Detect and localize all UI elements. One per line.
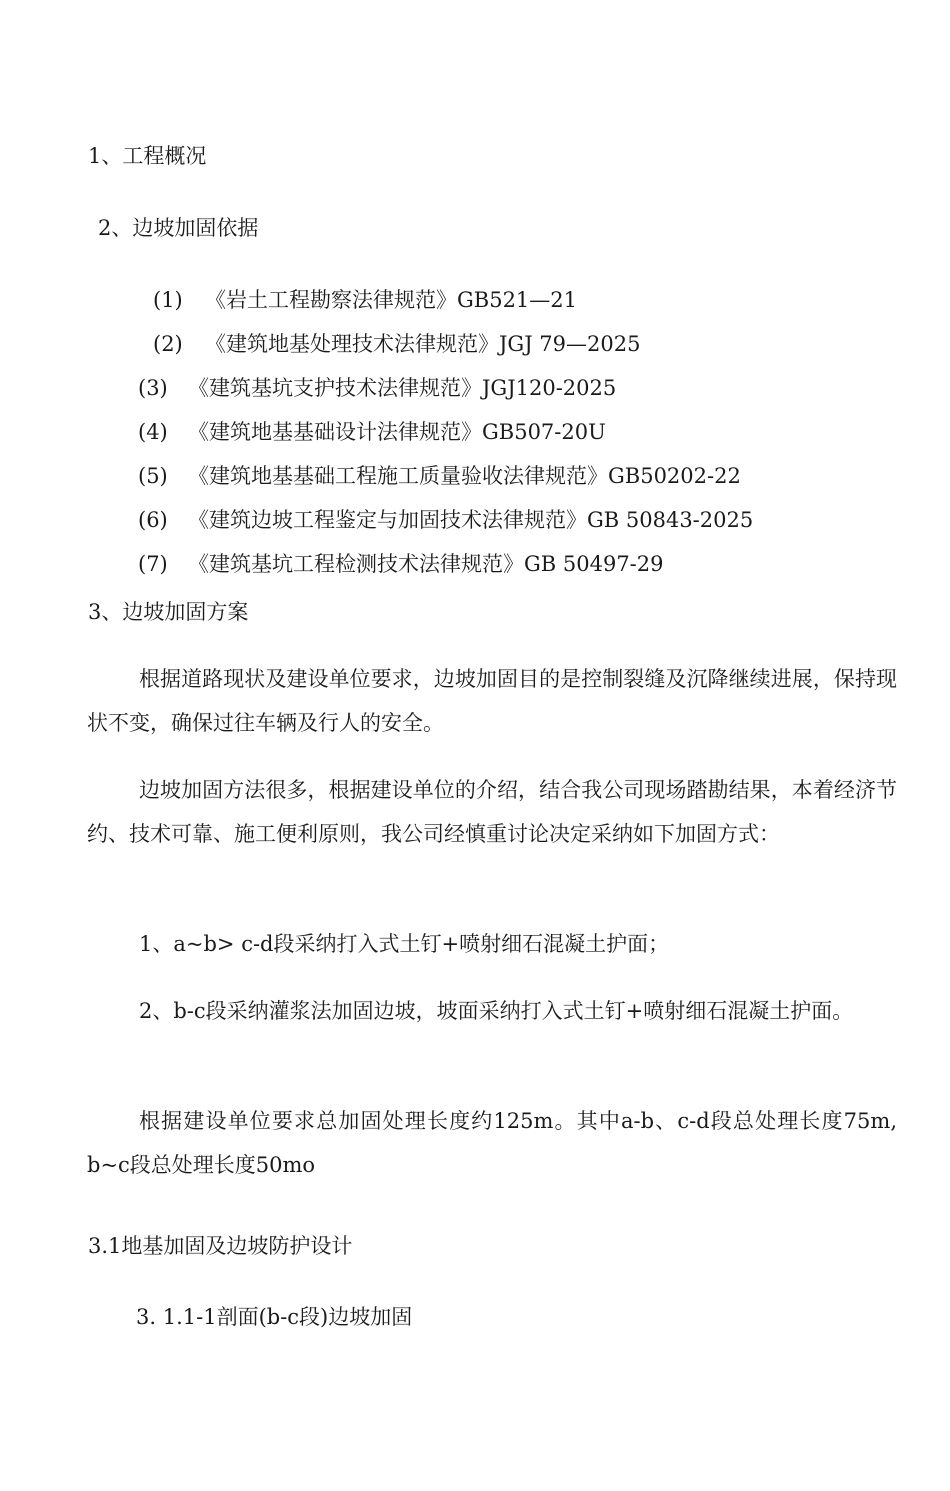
- reference-text: 《建筑地基基础设计法律规范》GB507-20U: [188, 420, 606, 444]
- reference-text: 《建筑地基基础工程施工质量验收法律规范》GB50202-22: [188, 464, 741, 488]
- section-title-plan: 3、边坡加固方案: [88, 600, 249, 624]
- reference-item: [153, 329, 640, 359]
- reference-item: [138, 373, 616, 403]
- section-title-overview: 1、工程概况: [88, 144, 207, 168]
- reference-item: [138, 417, 606, 447]
- section-title-basis: 2、边坡加固依据: [98, 216, 259, 240]
- paragraph-length: 根据建设单位要求总加固处理长度约125m。其中a-b、c-d段总处理长度75m, b~c段总处理长度50mo: [87, 1109, 897, 1177]
- reference-text: 《建筑边坡工程鉴定与加固技术法律规范》GB 50843-2025: [188, 508, 754, 532]
- reference-text: 《建筑基坑工程检测技术法律规范》GB 50497-29: [188, 552, 664, 576]
- list-item-segment-bc: 2、b-c段采纳灌浆法加固边坡，坡面采纳打入式土钉+喷射细石混凝土护面。: [139, 999, 854, 1023]
- reference-item: [153, 285, 577, 315]
- reference-number: (3): [138, 376, 168, 400]
- reference-text: 《建筑基坑支护技术法律规范》JGJ120-2025: [188, 376, 617, 400]
- reference-item: [138, 505, 753, 535]
- reference-number: (2): [153, 332, 183, 356]
- reference-number: (6): [138, 508, 168, 532]
- reference-number: (7): [138, 552, 168, 576]
- subsection-title-profile: 3. 1.1-1剖面(b-c段)边坡加固: [136, 1305, 413, 1329]
- reference-number: (1): [153, 288, 183, 312]
- reference-item: [138, 461, 741, 491]
- reference-number: (4): [138, 420, 168, 444]
- list-item-segments-ab-cd: 1、a~b> c-d段采纳打入式土钉+喷射细石混凝土护面；: [139, 932, 670, 956]
- reference-number: (5): [138, 464, 168, 488]
- reference-item: [138, 549, 664, 579]
- subsection-title-design: 3.1地基加固及边坡防护设计: [88, 1234, 353, 1258]
- paragraph-method: 边坡加固方法很多，根据建设单位的介绍，结合我公司现场踏勘结果，本着经济节约、技术可靠、施工便利原则，我公司经慎重讨论决定采纳如下加固方式：: [87, 778, 897, 846]
- reference-text: 《建筑地基处理技术法律规范》JGJ 79—2025: [205, 332, 641, 356]
- reference-text: 《岩土工程勘察法律规范》GB521—21: [205, 288, 578, 312]
- paragraph-objective: 根据道路现状及建设单位要求，边坡加固目的是控制裂缝及沉降继续进展，保持现状不变，确保过往车辆及行人的安全。: [87, 667, 897, 735]
